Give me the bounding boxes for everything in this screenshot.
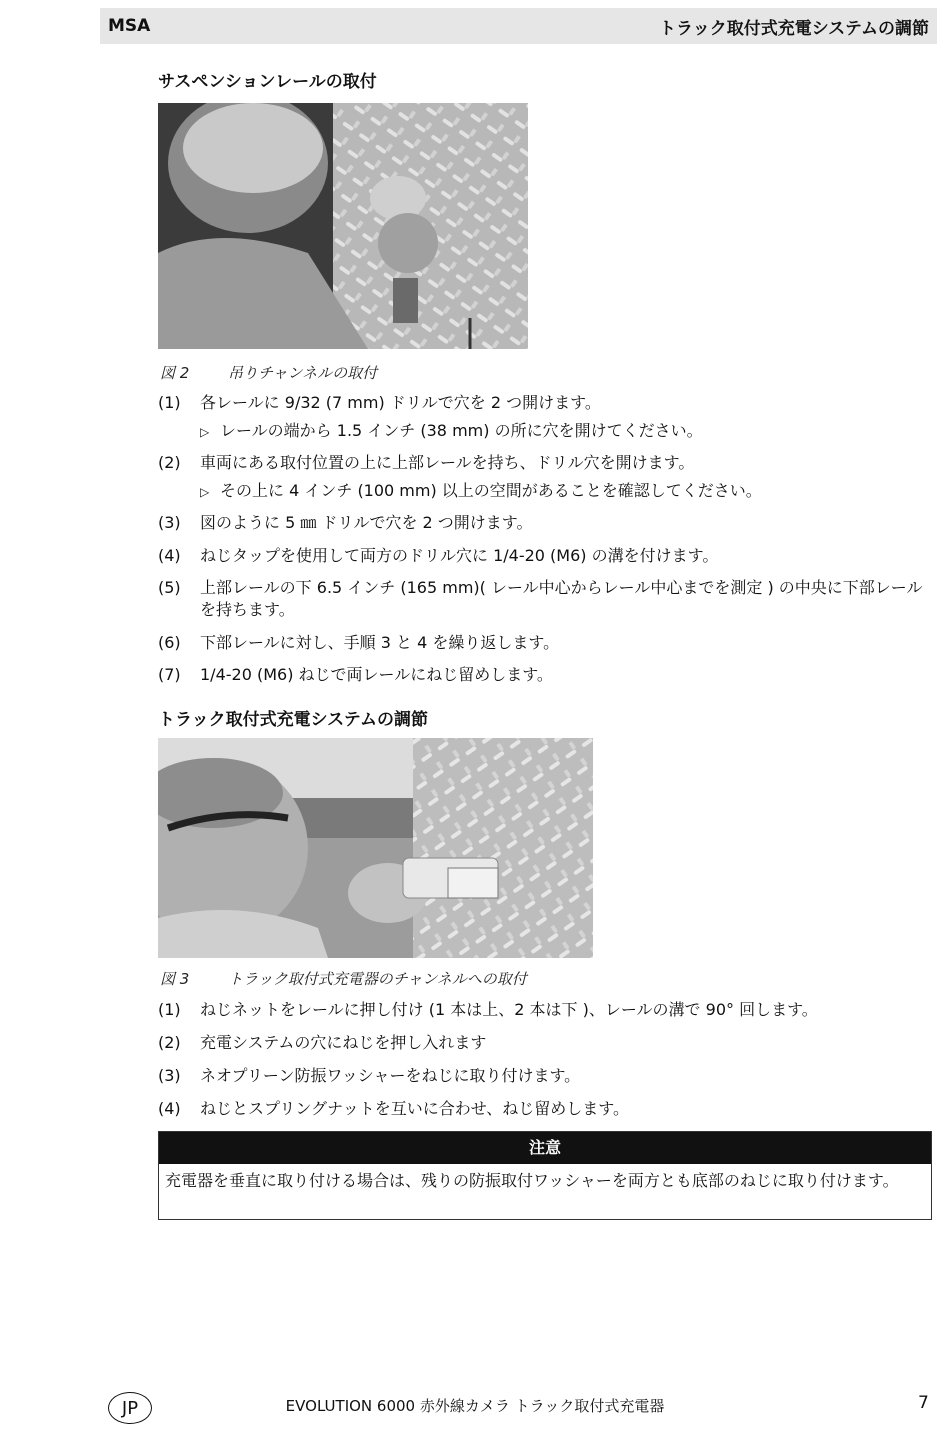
- list-item: (1) ねじネットをレールに押し付け (1 本は上、2 本は下 )、レールの溝で 90° 回します。: [158, 1000, 818, 1019]
- figure3-number: 図 3: [160, 970, 190, 988]
- notice-title: 注意: [159, 1132, 931, 1164]
- brand-label: MSA: [108, 16, 151, 36]
- figure2-number: 図 2: [160, 364, 190, 382]
- list-item: (3) 図のように 5 ㎜ ドリルで穴を 2 つ開けます。: [158, 513, 533, 532]
- language-badge: JP: [108, 1392, 152, 1424]
- list-item: (7) 1/4-20 (M6) ねじで両レールにねじ留めします。: [158, 665, 553, 684]
- list-item: (2) 充電システムの穴にねじを押し入れます: [158, 1033, 487, 1052]
- list-item: (4) ねじとスプリングナットを互いに合わせ、ねじ留めします。: [158, 1099, 629, 1118]
- figure3-photo: [158, 738, 593, 958]
- header-title: トラック取付式充電システムの調節: [659, 18, 929, 39]
- footer-title: EVOLUTION 6000 赤外線カメラ トラック取付式充電器: [285, 1397, 665, 1415]
- list-subitem: ▷ レールの端から 1.5 インチ (38 mm) の所に穴を開けてください。: [200, 420, 920, 443]
- notice-body: 充電器を垂直に取り付ける場合は、残りの防振取付ワッシャーを両方とも底部のねじに取り付けます。: [165, 1171, 899, 1190]
- figure3-caption: [160, 968, 527, 989]
- figure2-photo: [158, 103, 528, 349]
- triangle-right-icon: ▷: [200, 425, 210, 439]
- page-number: 7: [918, 1393, 929, 1413]
- list-item: (5) 上部レールの下 6.5 インチ (165 mm)( レール中心からレール中心までを測定 ) の中央に下部レールを持ちます。: [158, 578, 923, 619]
- page-header: [100, 8, 937, 44]
- figure3-caption-text: トラック取付式充電器のチャンネルへの取付: [228, 970, 527, 988]
- section1-heading: サスペンションレールの取付: [158, 72, 377, 92]
- list-subitem: ▷ その上に 4 インチ (100 mm) 以上の空間があることを確認してください。: [200, 480, 920, 503]
- list-item: (6) 下部レールに対し、手順 3 と 4 を繰り返します。: [158, 633, 560, 652]
- figure2-caption-text: 吊りチャンネルの取付: [228, 364, 378, 382]
- list-item: (3) ネオプリーン防振ワッシャーをねじに取り付けます。: [158, 1066, 581, 1085]
- list-item: (2) 車両にある取付位置の上に上部レールを持ち、ドリル穴を開けます。: [158, 453, 695, 472]
- notice-box: [158, 1131, 932, 1220]
- section2-heading: トラック取付式充電システムの調節: [158, 710, 428, 730]
- list-item: (4) ねじタップを使用して両方のドリル穴に 1/4-20 (M6) の溝を付けます。: [158, 546, 719, 565]
- list-item: (1) 各レールに 9/32 (7 mm) ドリルで穴を 2 つ開けます。: [158, 393, 601, 412]
- figure2-caption: [160, 362, 377, 383]
- triangle-right-icon: ▷: [200, 485, 210, 499]
